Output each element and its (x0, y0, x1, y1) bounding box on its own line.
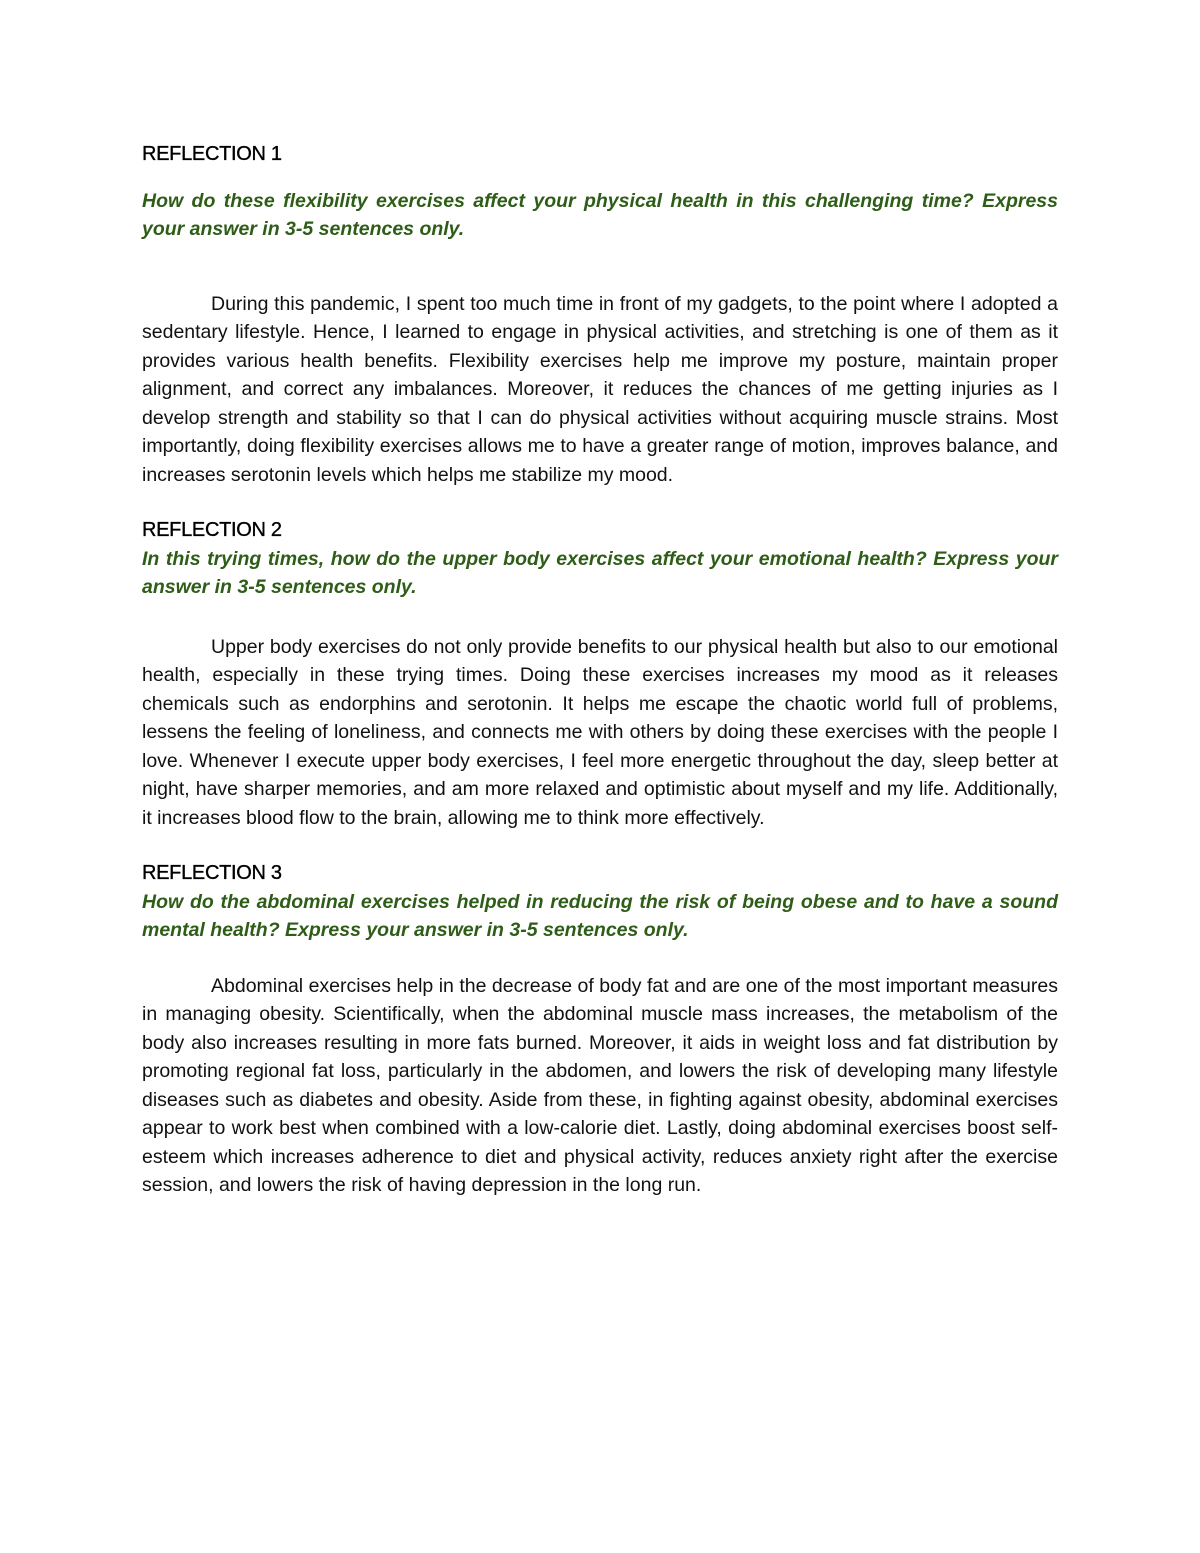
reflection-answer: During this pandemic, I spent too much time in front of my gadgets, to the point where I adopted a sedentary lifestyle. Hence, I learned to engage in physical activities, and stretching is one of them as it provides various health benefits. Flexibility exercises help me improve my posture, maintain proper alignment, and correct any imbalances. Moreover, it reduces the chances of me getting injuries as I develop strength and stability so that I can do physical activities without acquiring muscle strains. Most importantly, doing flexibility exercises allows me to have a greater range of motion, improves balance, and increases serotonin levels which helps me stabilize my mood. (142, 292, 1058, 486)
reflection-heading: REFLECTION 2 (142, 519, 282, 541)
reflection-answer: Abdominal exercises help in the decrease of body fat and are one of the most important measures in managing obesity. Scientifically, when the abdominal muscle mass increases, the metabolism of the body also increases resulting in more fats burned. Moreover, it aids in weight loss and fat distribution by promoting regional fat loss, particularly in the abdomen, and lowers the risk of developing many lifestyle diseases such as diabetes and obesity. Aside from these, in fighting against obesity, abdominal exercises appear to work best when combined with a low-calorie diet. Lastly, doing abdominal exercises boost self-esteem which increases adherence to diet and physical activity, reduces anxiety right after the exercise session, and lowers the risk of having depression in the long run. (142, 974, 1058, 1196)
document-page (142, 140, 1058, 1200)
reflection-heading: REFLECTION 3 (142, 862, 282, 884)
reflection-answer: Upper body exercises do not only provide benefits to our physical health but also to our emotional health, especially in these trying times. Doing these exercises increases my mood as it releases chemicals such as endorphins and serotonin. It helps me escape the chaotic world full of problems, lessens the feeling of loneliness, and connects me with others by doing these exercises with the people I love. Whenever I execute upper body exercises, I feel more energetic throughout the day, sleep better at night, have sharper memories, and am more relaxed and optimistic about myself and my life. Additionally, it increases blood flow to the brain, allowing me to think more effectively. (142, 635, 1058, 829)
reflection-question: How do the abdominal exercises helped in reducing the risk of being obese and to have a sound mental health? Express your answer in 3-5 sentences only. (142, 890, 1058, 941)
reflection-section-1 (142, 140, 1058, 489)
reflection-question: In this trying times, how do the upper body exercises affect your emotional health? Express your answer in 3-5 sentences only. (142, 547, 1058, 598)
reflection-question: How do these flexibility exercises affect your physical health in this challenging time? Express your answer in 3-5 sentences only. (142, 189, 1058, 240)
reflection-heading: REFLECTION 1 (142, 143, 282, 165)
reflection-section-2 (142, 516, 1058, 832)
reflection-section-3 (142, 859, 1058, 1200)
